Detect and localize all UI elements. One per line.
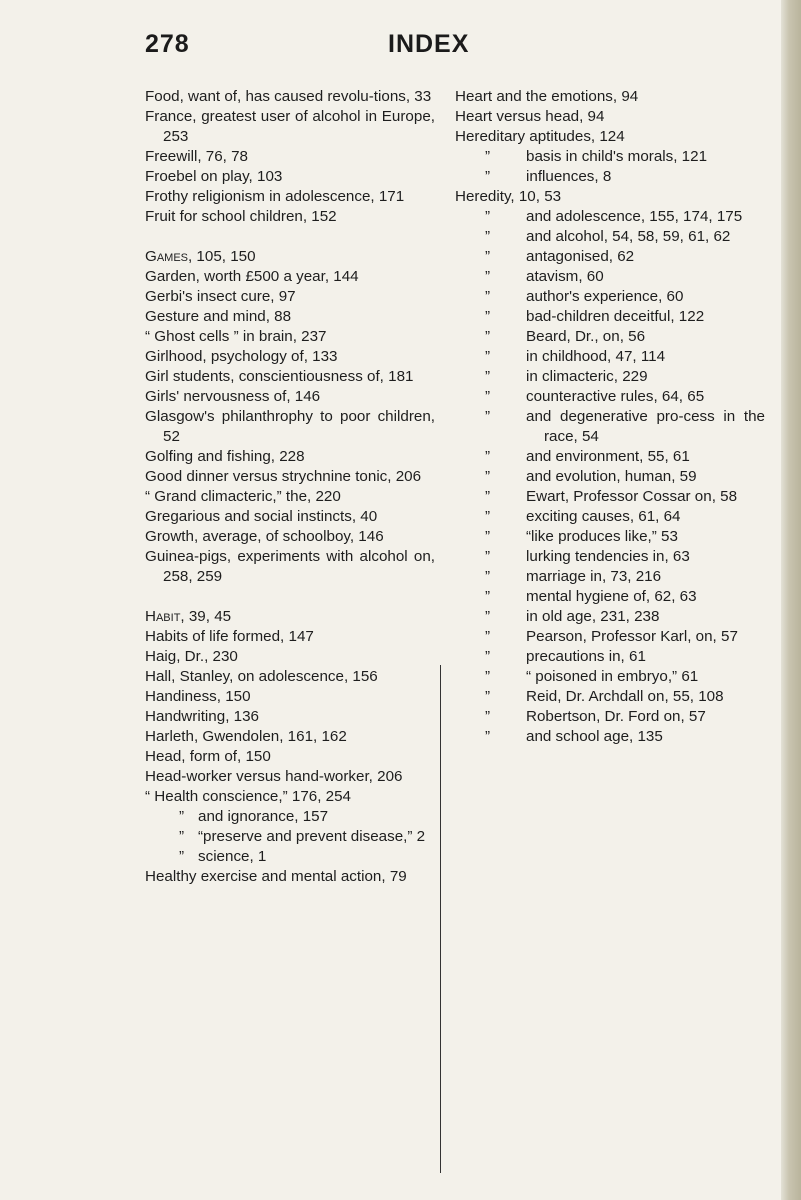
index-entry: Head-worker versus hand-worker, 206 [145, 768, 403, 785]
index-subentry-text: influences, 8 [526, 168, 612, 185]
page-number: 278 [145, 30, 190, 58]
ditto-mark: ” [485, 148, 491, 165]
index-subentry [145, 847, 435, 867]
index-subentry-text: and environment, 55, 61 [526, 448, 690, 465]
index-entry: Gregarious and social instincts, 40 [145, 508, 378, 525]
index-subentry [455, 447, 765, 467]
index-entry: France, greatest user of alcohol in Europe, 253 [145, 108, 435, 145]
ditto-mark: ” [485, 368, 491, 385]
ditto-mark: ” [485, 508, 491, 525]
index-column-left [145, 87, 435, 887]
ditto-mark: ” [485, 528, 491, 545]
page-edge-shadow [781, 0, 801, 1200]
index-subentry [455, 687, 765, 707]
index-subentry-text: “preserve and prevent disease,” 2 [198, 828, 426, 845]
index-subentry [455, 387, 765, 407]
ditto-mark: ” [485, 548, 491, 565]
index-entry: Handwriting, 136 [145, 708, 259, 725]
index-subentry-text: basis in child's morals, 121 [526, 148, 708, 165]
ditto-mark: ” [485, 328, 491, 345]
ditto-mark: ” [485, 208, 491, 225]
index-subentry-text: “ poisoned in embryo,” 61 [526, 668, 699, 685]
page-title: INDEX [388, 30, 470, 58]
index-subentry-text: in childhood, 47, 114 [526, 348, 666, 365]
index-subentry [455, 147, 765, 167]
index-entry: Freewill, 76, 78 [145, 148, 248, 165]
index-subentry-text: atavism, 60 [526, 268, 604, 285]
index-subentry [455, 307, 765, 327]
ditto-mark: ” [485, 728, 491, 745]
ditto-mark: ” [179, 848, 185, 865]
index-subentry-text: Ewart, Professor Cossar on, 58 [526, 488, 738, 505]
index-subentry [455, 167, 765, 187]
index-subentry [455, 647, 765, 667]
index-subentry-text: antagonised, 62 [526, 248, 635, 265]
index-column-right [455, 87, 765, 747]
index-subentry-text: and ignorance, 157 [198, 808, 329, 825]
index-subentry-text: science, 1 [198, 848, 267, 865]
index-subentry [455, 267, 765, 287]
index-subentry [455, 207, 765, 227]
ditto-mark: ” [485, 668, 491, 685]
index-subentry-text: in old age, 231, 238 [526, 608, 660, 625]
index-entry: Heart versus head, 94 [455, 108, 605, 125]
index-entry: “ Health conscience,” 176, 254 [145, 788, 351, 805]
index-subentry [455, 587, 765, 607]
index-entry: Froebel on play, 103 [145, 168, 283, 185]
index-subentry-text: bad-children deceitful, 122 [526, 308, 705, 325]
ditto-mark: ” [485, 408, 491, 425]
index-entry: Healthy exercise and mental action, 79 [145, 868, 407, 885]
index-subentry-text: in climacteric, 229 [526, 368, 648, 385]
index-entry: Harleth, Gwendolen, 161, 162 [145, 728, 347, 745]
ditto-mark: ” [485, 268, 491, 285]
index-entry: Food, want of, has caused revolu-tions, 33 [145, 88, 432, 105]
index-subentry [455, 527, 765, 547]
index-subentry-text: Pearson, Professor Karl, on, 57 [526, 628, 738, 645]
index-subentry [145, 827, 435, 847]
index-subentry-text: and evolution, human, 59 [526, 468, 697, 485]
index-subentry [455, 567, 765, 587]
index-entry: Glasgow's philanthrophy to poor children, 52 [145, 408, 435, 445]
index-entry: Good dinner versus strychnine tonic, 206 [145, 468, 422, 485]
index-entry: Heart and the emotions, 94 [455, 88, 639, 105]
index-subentry [145, 807, 435, 827]
index-entry: Golfing and fishing, 228 [145, 448, 305, 465]
index-subentry [455, 627, 765, 647]
ditto-mark: ” [485, 608, 491, 625]
ditto-mark: ” [485, 288, 491, 305]
index-subentry-text: “like produces like,” 53 [526, 528, 678, 545]
index-entry: Head, form of, 150 [145, 748, 271, 765]
index-subentry-text: and adolescence, 155, 174, 175 [526, 208, 743, 225]
index-subentry-text: mental hygiene of, 62, 63 [526, 588, 697, 605]
index-subentry [455, 507, 765, 527]
ditto-mark: ” [485, 488, 491, 505]
index-entry: Girls' nervousness of, 146 [145, 388, 321, 405]
index-entry: Games, 105, 150 [145, 248, 256, 265]
index-subentry-text: precautions in, 61 [526, 648, 646, 665]
column-divider [440, 665, 441, 1173]
index-subentry-text: Beard, Dr., on, 56 [526, 328, 646, 345]
ditto-mark: ” [485, 568, 491, 585]
index-subentry [455, 727, 765, 747]
index-subentry-text: and degenerative pro-cess in the race, 54 [526, 408, 765, 445]
index-subentry-text: Robertson, Dr. Ford on, 57 [526, 708, 706, 725]
index-entry: Frothy religionism in adolescence, 171 [145, 188, 405, 205]
ditto-mark: ” [179, 828, 185, 845]
index-entry: Guinea-pigs, experiments with alcohol on, 258, 259 [145, 548, 435, 585]
ditto-mark: ” [485, 248, 491, 265]
ditto-mark: ” [485, 708, 491, 725]
index-entry: Girlhood, psychology of, 133 [145, 348, 338, 365]
index-subentry-text: Reid, Dr. Archdall on, 55, 108 [526, 688, 724, 705]
index-entry: Gerbi's insect cure, 97 [145, 288, 296, 305]
ditto-mark: ” [485, 348, 491, 365]
index-subentry [455, 467, 765, 487]
ditto-mark: ” [485, 688, 491, 705]
index-entry: Haig, Dr., 230 [145, 648, 238, 665]
index-entry: Habit, 39, 45 [145, 608, 232, 625]
ditto-mark: ” [485, 588, 491, 605]
index-subentry-text: author's experience, 60 [526, 288, 684, 305]
index-subentry [455, 407, 765, 447]
index-entry: Handiness, 150 [145, 688, 251, 705]
index-entry: “ Ghost cells ” in brain, 237 [145, 328, 327, 345]
index-entry: Gesture and mind, 88 [145, 308, 292, 325]
index-subentry [455, 547, 765, 567]
index-entry: Heredity, 10, 53 [455, 188, 562, 205]
ditto-mark: ” [485, 308, 491, 325]
index-subentry-text: and school age, 135 [526, 728, 663, 745]
ditto-mark: ” [485, 628, 491, 645]
ditto-mark: ” [485, 448, 491, 465]
index-subentry [455, 607, 765, 627]
ditto-mark: ” [485, 228, 491, 245]
ditto-mark: ” [179, 808, 185, 825]
index-entry: Habits of life formed, 147 [145, 628, 314, 645]
index-entry: Hall, Stanley, on adolescence, 156 [145, 668, 378, 685]
index-subentry [455, 227, 765, 247]
ditto-mark: ” [485, 468, 491, 485]
index-subentry [455, 287, 765, 307]
index-subentry [455, 367, 765, 387]
index-subentry [455, 487, 765, 507]
index-entry: “ Grand climacteric,” the, 220 [145, 488, 341, 505]
ditto-mark: ” [485, 168, 491, 185]
index-entry: Girl students, conscientiousness of, 181 [145, 368, 414, 385]
index-entry: Fruit for school children, 152 [145, 208, 337, 225]
ditto-mark: ” [485, 388, 491, 405]
index-subentry-text: and alcohol, 54, 58, 59, 61, 62 [526, 228, 731, 245]
index-entry: Growth, average, of schoolboy, 146 [145, 528, 384, 545]
index-subentry-text: lurking tendencies in, 63 [526, 548, 690, 565]
index-subentry [455, 327, 765, 347]
index-subentry-text: counteractive rules, 64, 65 [526, 388, 705, 405]
index-subentry [455, 247, 765, 267]
index-subentry [455, 347, 765, 367]
index-subentry [455, 707, 765, 727]
index-subentry [455, 667, 765, 687]
index-entry: Hereditary aptitudes, 124 [455, 128, 625, 145]
index-subentry-text: marriage in, 73, 216 [526, 568, 662, 585]
index-subentry-text: exciting causes, 61, 64 [526, 508, 681, 525]
index-entry: Garden, worth £500 a year, 144 [145, 268, 359, 285]
ditto-mark: ” [485, 648, 491, 665]
